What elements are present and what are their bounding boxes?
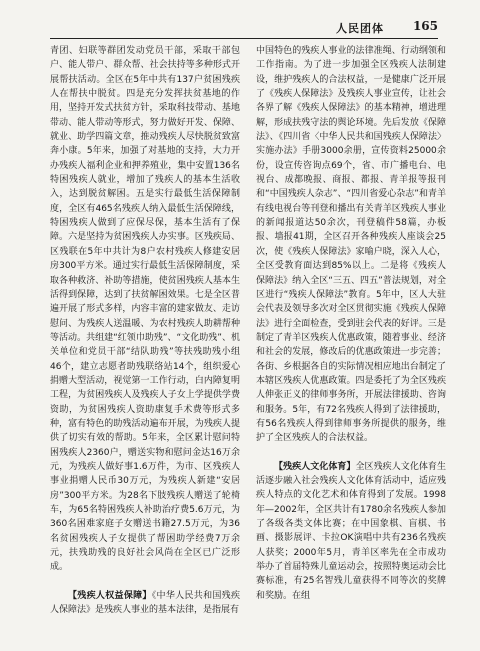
right-body-paragraph: 中国特色的残疾人事业的法律准绳、行动纲领和工作指南。为了进一步加强全区残疾人法制建设，维护残疾人的合法权益，一是健康广泛开展了《残疾人保障法》及残疾人事业宣传，让社会各界了解《残疾人保障法》的基本精神，增进理解，形成扶残守法的舆论环境。先后发放《保障法》、《四川省〈中华人民共和国残疾人保障法〉实施办法》手册3000余册，宣传资料25000余份，设宣传咨询点69个，省、市广播电台、电视台、成都晚报、商报、都报、青羊报等报刊和“中国残疾人杂志”、“四川省爱心杂志”和青羊有线电视台等刊登和播出有关青羊区残疾人事业的新闻报道达50余次，刊登稿件58篇，办板报、墙报41期，全区召开各种残疾人座谈会25次，使《残疾人保障法》家喻户晓，深入人心，全区受教育面达到85%以上。二是将《残疾人保障法》纳入全区“三五、四五”普法规划，对全区进行“残疾人保障法”教育。5年中，区人大驻会代表及领导多次对全区贯彻实施《残疾人保障法》进行全面检查，受到驻会代表的好评。三是制定了青羊区残疾人优惠政策，随着事业、经济和社会的发展，修改后的优惠政策进一步完善；各街、乡根据各自的实际情况相应地出台制定了本辖区残疾人优惠政策。四是委托了为全区残疾人伸张正义的律师事务所，开展法律援助、咨询和服务。5年，有72名残疾人得到了法律援助，有56名残疾人得到律师事务所提供的服务，维护了全区残疾人的合法权益。 <box>256 46 446 444</box>
running-header-title: 人民团体 <box>336 22 384 35</box>
right-column <box>256 44 446 624</box>
running-header <box>50 18 438 39</box>
rights-section-body: 《中华人民共和国残疾人保障法》是残疾人事业的基本法律，是指展有 <box>50 590 240 616</box>
section-spacer <box>50 575 240 589</box>
left-body-paragraph: 青团、妇联等群团发动党员干部，采取干部包户、能人带户、群众帮、社会扶持等多种形式开展帮扶活动。全区在5年中共有137户贫困残疾人在帮扶中脱贫。四是充分发挥扶贫基地的作用，坚持开发式扶贫方针，采取科技带动、基地带动、能人带动等形式，努力做好开发、保障、就业、助学四篇文章，推动残疾人尽快脱贫致富奔小康。5年来，加强了对基地的支持，大力开办残疾人福利企业和押养殖业，集中安置136名特困残疾人就业，增加了残疾人的基本生活收入，达到脱贫解困。五是实行最低生活保障制度，全区有465名残疾人纳入最低生活保障线，特困残疾人做到了应保尽保，基本生活有了保障。六是坚持为贫困残疾人办实事。区残疾局、区残联在5年中共计为8户农村残疾人修建安居房300平方米。通过实行最低生活保障制度，采取各种救济、补助等措施，使贫困残疾人基本生活得到保障，达到了扶贫解困效果。七是全区普遍开展了形式多样，内容丰富的建家做友、走访慰问、为残疾人送温暖、为农村残疾人助耕帮种等活动。共组建“红领巾助残”、“文化助残”、机关单位和党员干部“结队助残”等扶残助残小组46个，建立志愿者助残联络站14个，组织爱心捐赠大型活动，视觉第一工作行动，白内障复明工程，为贫困残疾人及残疾人子女上学提供学费资助，为贫困残疾人资助康复手术费等形式多种，富有特色的助残活动遍布开展，为残疾人提供了切实有效的帮助。5年来，全区累计慰问特困残疾人2360户，赠送实物和慰问金达16万余元，为残疾人做好事1.6万件，为市、区残疾人事业捐赠人民币30万元，为残疾人新建“安居房”300平方米。为28名下肢残疾人赠送了轮椅车，为65名特困残疾人补助治疗费5.6万元，为360名困难家庭子女赠送书籍27.5万元，为36名贫困残疾人子女提供了帮困助学经费7万余元，扶残助残的良好社会风尚在全区已广泛形成。 <box>50 46 240 573</box>
culture-section <box>256 460 446 603</box>
rights-section-heading: 【残疾人权益保障】 <box>68 590 152 601</box>
rights-section <box>50 589 240 618</box>
left-column <box>50 44 240 624</box>
section-spacer <box>256 446 446 460</box>
culture-section-heading: 【残疾人文化体育】 <box>274 461 356 472</box>
page-number: 165 <box>412 19 438 33</box>
culture-section-body: 全区残疾人文化体育生活逐步融入社会残疾人文化体育活动中，适应残疾人特点的文化艺术和体育得到了发展。1998年—2002年，全区共计有1780余名残疾人参加了各级各类文体比赛；在中国象棋、盲棋、书画、摄影展评、卡拉OK演唱中共有236名残疾人获奖；2000年5月，青羊区率先在全市成功举办了首届特殊儿童运动会，按照特奥运动会比赛标准，有25名智残儿童获得不同等次的奖牌和奖励。在组 <box>256 461 446 601</box>
